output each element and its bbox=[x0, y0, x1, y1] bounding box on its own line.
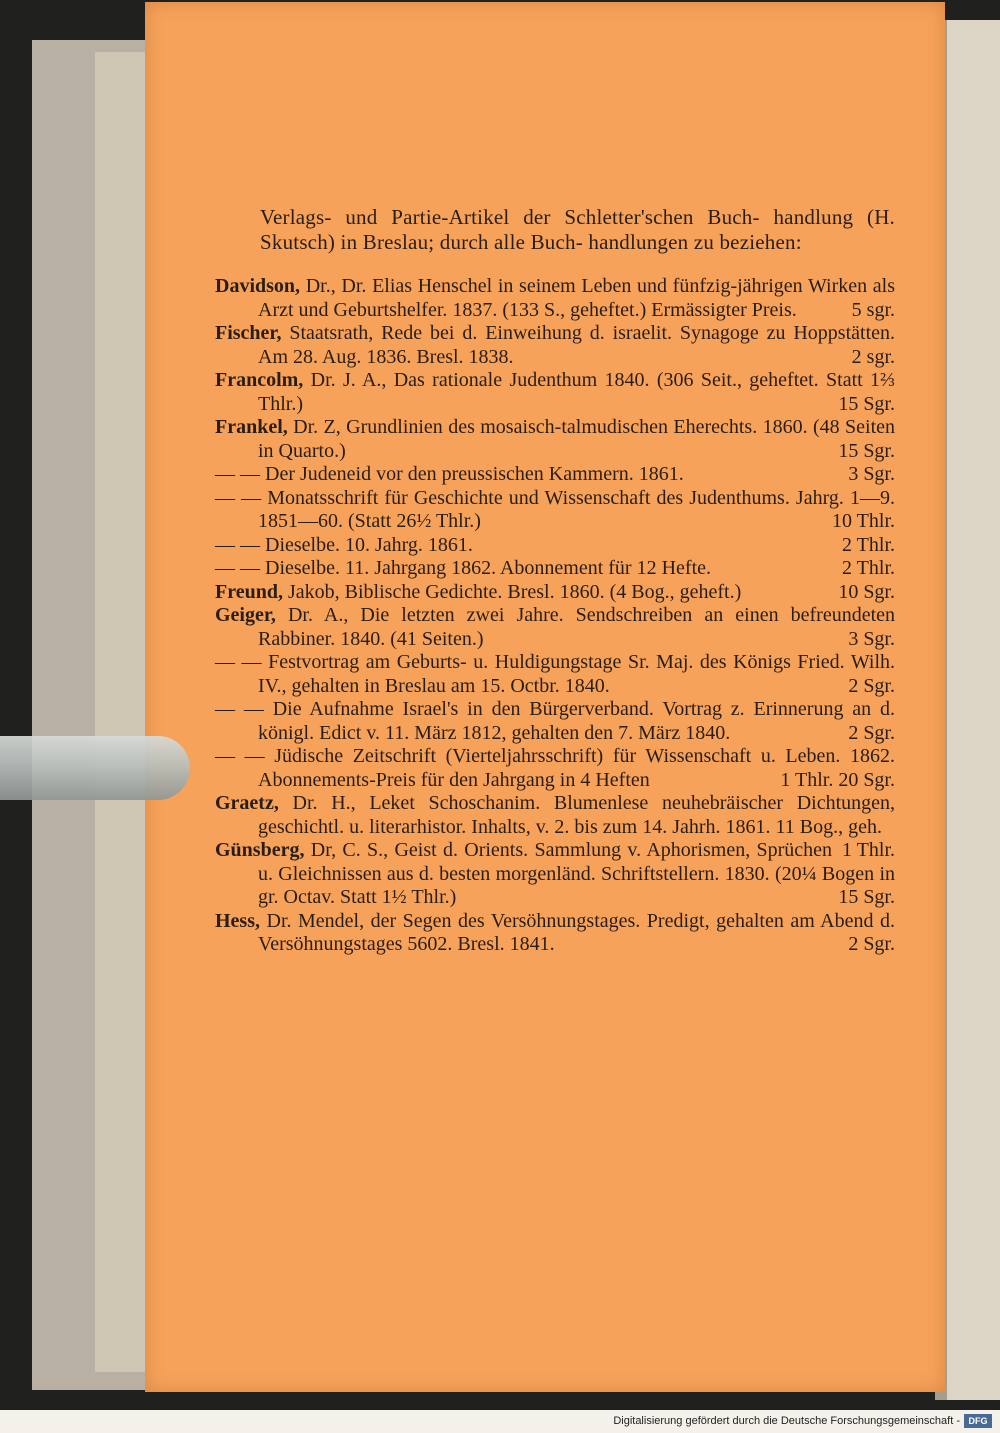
entry-text: Dr. J. A., Das rationale Judenthum 1840. (306 Seit., geheftet. Statt 1⅔ Thlr.) bbox=[258, 369, 896, 415]
footer-bar bbox=[0, 1410, 1000, 1433]
entry-price: 2 Thlr. bbox=[842, 533, 895, 556]
author-name: Günsberg, bbox=[215, 839, 305, 861]
advertisement-text bbox=[215, 205, 895, 957]
list-item bbox=[215, 534, 895, 558]
entry-price: 1 Thlr. 20 Sgr. bbox=[780, 768, 895, 791]
entry-list bbox=[215, 275, 895, 957]
entry-text: Dr., Dr. Elias Henschel in seinem Leben und fünfzig-jährigen Wirken als Arzt und Geburtshelfer. 1837. (133 S., geheftet.) Ermässigter Preis. bbox=[258, 275, 896, 321]
entry-text: Dieselbe. 11. Jahrgang 1862. Abonnement für 12 Hefte. bbox=[265, 557, 712, 579]
author-name: Freund, bbox=[215, 580, 283, 603]
entry-price: 10 Thlr. bbox=[832, 510, 895, 532]
list-item bbox=[215, 745, 895, 792]
dash-continuation: — — bbox=[215, 745, 265, 767]
list-item bbox=[215, 416, 895, 463]
entry-price: 1 Thlr. bbox=[842, 839, 895, 861]
author-name: Frankel, bbox=[215, 416, 288, 438]
entry-text: Dr. Mendel, der Segen des Versöhnungstages. Predigt, gehalten am Abend d. Versöhnungstages 5602. Bresl. 1841. bbox=[258, 909, 895, 955]
list-item bbox=[215, 839, 895, 910]
intro-line-1: Verlags- und Partie-Artikel der Schletter'schen Buch- bbox=[260, 205, 760, 229]
entry-price: 3 Sgr. bbox=[848, 463, 895, 485]
entry-price: 2 Sgr. bbox=[848, 674, 895, 697]
list-item bbox=[215, 581, 895, 605]
list-item bbox=[215, 463, 895, 487]
dash-continuation: — — bbox=[215, 698, 264, 720]
author-name: Geiger, bbox=[215, 604, 276, 626]
footer-credit: Digitalisierung gefördert durch die Deutsche Forschungsgemeinschaft - bbox=[613, 1415, 960, 1427]
author-name: Francolm, bbox=[215, 369, 304, 391]
author-name: Davidson, bbox=[215, 275, 301, 297]
list-item bbox=[215, 322, 895, 369]
entry-price: 2 sgr. bbox=[851, 345, 895, 368]
entry-price: 2 Sgr. bbox=[848, 933, 895, 955]
entry-price: 2 Thlr. bbox=[842, 557, 895, 579]
dash-continuation: — — bbox=[215, 557, 260, 579]
dash-continuation: — — bbox=[215, 486, 262, 509]
entry-text: Die Aufnahme Israel's in den Bürgerverband. Vortrag z. Erinnerung an d. königl. Edict v. 11. März 1812, gehalten den 7. März 1840. bbox=[258, 698, 896, 744]
entry-text: Jakob, Biblische Gedichte. Bresl. 1860. (4 Bog., geheft.) bbox=[287, 580, 742, 603]
intro-heading bbox=[260, 205, 895, 255]
page-weight-pointer bbox=[0, 736, 190, 800]
entry-text: Dieselbe. 10. Jahrg. 1861. bbox=[265, 533, 473, 556]
list-item bbox=[215, 698, 895, 745]
list-item bbox=[215, 275, 895, 322]
author-name: Hess, bbox=[215, 909, 260, 932]
entry-text: Festvortrag am Geburts- u. Huldigungstage Sr. Maj. des Königs Fried. Wilh. IV., gehalten in Breslau am 15. Octbr. 1840. bbox=[258, 651, 896, 697]
entry-price: 15 Sgr. bbox=[838, 439, 895, 462]
entry-text: Staatsrath, Rede bei d. Einweihung d. israelit. Synagoge zu Hoppstätten. Am 28. Aug. 1836. Bresl. 1838. bbox=[258, 322, 896, 368]
entry-text: Monatsschrift für Geschichte und Wissenschaft des Judenthums. Jahrg. 1—9. 1851—60. (Statt 26½ Thlr.) bbox=[258, 486, 895, 532]
entry-price: 3 Sgr. bbox=[848, 627, 895, 650]
list-item bbox=[215, 651, 895, 698]
intro-line-2: handlung (H. Skutsch) in Breslau; durch alle Buch- bbox=[260, 205, 896, 254]
list-item bbox=[215, 604, 895, 651]
entry-text: Dr. Z, Grundlinien des mosaisch-talmudischen Eherechts. 1860. (48 Seiten in Quarto.) bbox=[258, 416, 896, 462]
dfg-logo: DFG bbox=[964, 1414, 992, 1428]
entry-price: 15 Sgr. bbox=[838, 392, 895, 415]
intro-line-3: handlungen zu beziehen: bbox=[588, 230, 802, 254]
entry-price: 5 sgr. bbox=[851, 298, 895, 321]
entry-text: Der Judeneid vor den preussischen Kammern. 1861. bbox=[265, 463, 684, 485]
entry-text: Dr. H., Leket Schoschanim. Blumenlese neuhebräischer Dichtungen, geschichtl. u. literarhistor. Inhalts, v. 2. bis zum 14. Jahrh. 1861. 11 Bog., geh. bbox=[258, 792, 896, 838]
dash-continuation: — — bbox=[215, 533, 260, 556]
list-item bbox=[215, 557, 895, 581]
entry-price: 15 Sgr. bbox=[838, 886, 895, 908]
list-item bbox=[215, 487, 895, 534]
list-item bbox=[215, 369, 895, 416]
dash-continuation: — — bbox=[215, 651, 262, 673]
dash-continuation: — — bbox=[215, 463, 260, 485]
entry-text: Dr, C. S., Geist d. Orients. Sammlung v. Aphorismen, Sprüchen u. Gleichnissen aus d. besten morgenländ. Schriftstellern. 1830. (20¼ Bogen in gr. Octav. Statt 1½ Thlr.) bbox=[258, 839, 895, 908]
entry-text: Dr. A., Die letzten zwei Jahre. Sendschreiben an einen befreundeten Rabbiner. 1840. (41 Seiten.) bbox=[258, 604, 896, 650]
list-item bbox=[215, 910, 895, 957]
author-name: Graetz, bbox=[215, 792, 279, 814]
entry-text: Jüdische Zeitschrift (Vierteljahrsschrift) für Wissenschaft u. Leben. 1862. Abonnements-Preis für den Jahrgang in 4 Heften bbox=[258, 745, 896, 791]
author-name: Fischer, bbox=[215, 322, 282, 344]
entry-price: 10 Sgr. bbox=[838, 580, 895, 603]
entry-price: 2 Sgr. bbox=[848, 721, 895, 744]
